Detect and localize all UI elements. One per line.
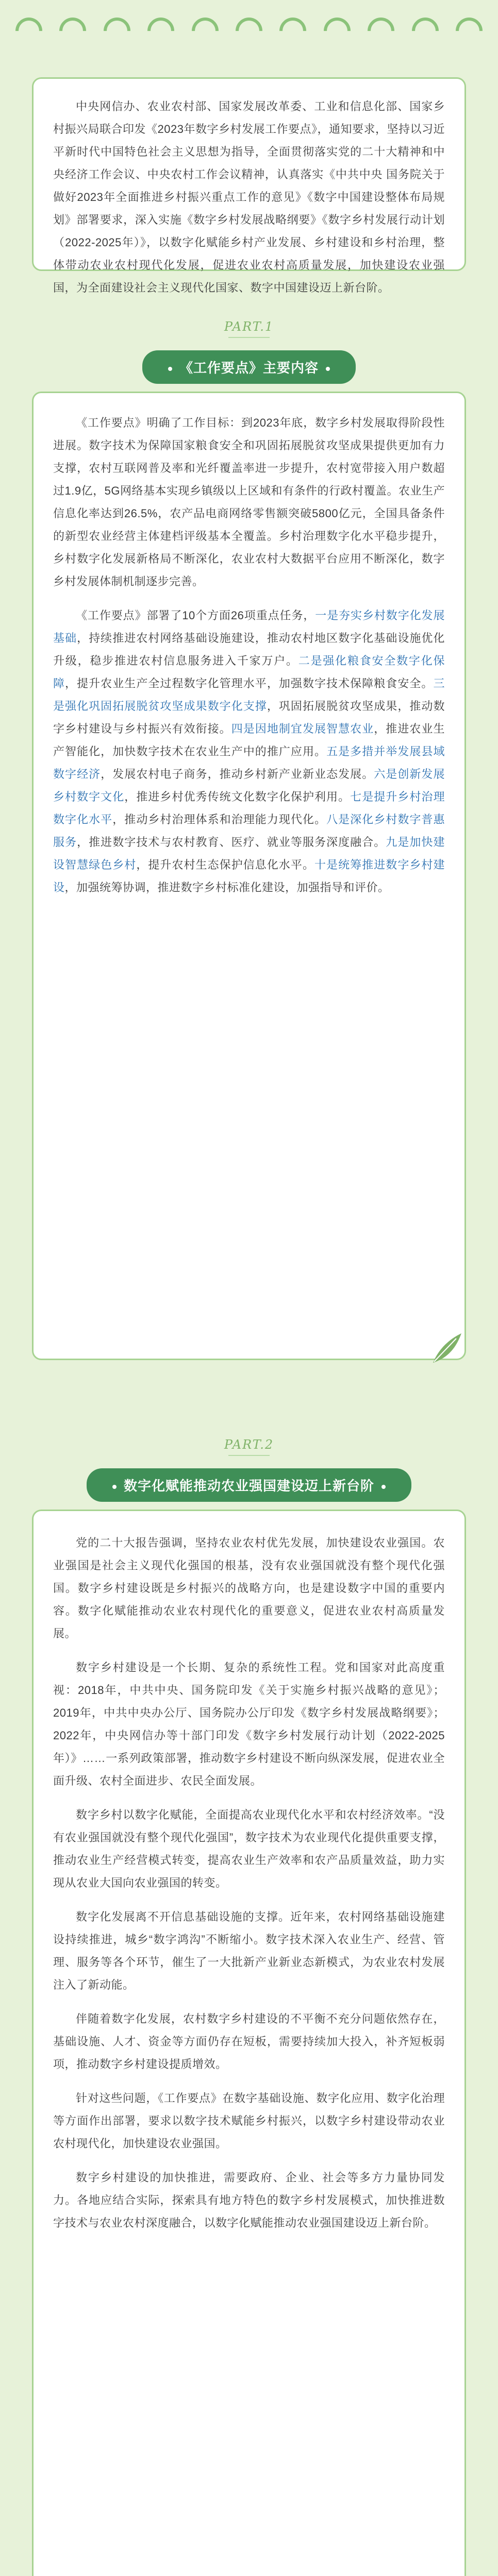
highlight-text: 六是创新发展乡村数字文化	[53, 768, 445, 803]
text-run: ，提升农村生态保护信息化水平。	[136, 858, 315, 871]
ring-icon	[98, 12, 136, 50]
text-run: ，推动乡村治理体系和治理能力现代化。	[112, 813, 327, 826]
highlight-text: 一是夯实乡村数字化发展基础	[53, 609, 445, 645]
divider	[228, 1455, 270, 1456]
section2-paragraph: 数字乡村以数字化赋能，全面提高农业现代化水平和农村经济效率。“没有农业强国就没有整个现代化强国”，数字技术为农业现代化提供重要支撑，推动农业生产经营模式转变，提高农业生产效率和农产品质量效益，助力实现从农业大国向农业强国的转变。	[53, 1808, 445, 1889]
text-run: ，推进农业生产智能化，加快数字技术在农业生产中的推广应用。	[53, 722, 445, 758]
section2-paragraph: 党的二十大报告强调，坚持农业农村优先发展，加快建设农业强国。农业强国是社会主义现代化强国的根基，没有农业强国就没有整个现代化强国。数字乡村建设既是乡村振兴的战略方向，也是建设数字中国的重要内容。数字化赋能推动农业农村现代化的重要意义，促进农业农村高质量发展。	[53, 1536, 445, 1640]
dot-icon	[112, 1485, 117, 1489]
ring-icon	[54, 12, 92, 50]
text-run: ，巩固拓展脱贫攻坚成果，推动数字乡村建设与乡村振兴有效衔接。	[53, 700, 445, 735]
ring-icon	[142, 12, 180, 50]
dot-icon	[168, 367, 172, 371]
ring-icon	[10, 12, 48, 50]
section-title-pill-2	[87, 1468, 411, 1502]
section1-paragraph	[53, 604, 445, 899]
section2-paragraph: 数字乡村建设的加快推进，需要政府、企业、社会等多方力量协同发力。各地应结合实际，探索具有地方特色的数字乡村发展模式，加快推进数字技术与农业农村深度融合，以数字化赋能推动农业强国建设迈上新台阶。	[53, 2171, 445, 2229]
ring-icon	[406, 12, 444, 50]
part-label-text: PART.1	[224, 319, 274, 334]
section-title-pill-1	[142, 350, 356, 384]
part-label-2	[0, 1437, 498, 1456]
highlight-text: 九是加快建设智慧绿色乡村	[53, 836, 445, 871]
ring-icon	[274, 12, 312, 50]
text-run: ，推进数字技术与农村教育、医疗、就业等服务深度融合。	[77, 836, 386, 849]
highlight-text: 八是深化乡村数字普惠服务	[53, 813, 445, 849]
spiral-binding	[15, 18, 483, 48]
highlight-text: 七是提升乡村治理数字化水平	[53, 790, 445, 826]
section-title: 《工作要点》主要内容	[179, 360, 319, 376]
part-label-1	[0, 319, 498, 338]
part-label-text: PART.2	[224, 1437, 274, 1452]
section2-paragraph: 伴随着数字化发展，农村数字乡村建设的不平衡不充分问题依然存在，基础设施、人才、资金等方面仍存在短板，需要持续加大投入，补齐短板弱项，推动数字乡村建设提质增效。	[53, 2012, 445, 2071]
ring-icon	[230, 12, 268, 50]
text-run: ，提升农业生产全过程数字化管理水平，加强数字技术保障粮食安全。	[65, 677, 434, 690]
text-run: ，发展农村电子商务，推动乡村新产业新业态发展。	[101, 768, 374, 781]
section2-card	[32, 1510, 466, 2576]
section2-paragraph: 数字乡村建设是一个长期、复杂的系统性工程。党和国家对此高度重视：2018年，中共中央、国务院印发《关于实施乡村振兴战略的意见》；2019年，中共中央办公厅、国务院办公厅印发《数字乡村发展战略纲要》；2022年，中央网信办等十部门印发《数字乡村发展行动计划（2022-2025年）》……一系列政策部署，推动数字乡村建设不断向纵深发展，促进农业全面升级、农村全面进步、农民全面发展。	[53, 1661, 445, 1787]
highlight-text: 二是强化粮食安全数字化保障	[53, 654, 445, 690]
ring-icon	[186, 12, 224, 50]
section1-paragraph: 《工作要点》明确了工作目标：到2023年底，数字乡村发展取得阶段性进展。数字技术为保障国家粮食安全和巩固拓展脱贫攻坚成果提供更加有力支撑，农村互联网普及率和光纤覆盖率进一步提升，农村宽带接入用户数超过1.9亿，5G网络基本实现乡镇级以上区域和有条件的行政村覆盖。农业生产信息化率达到26.5%，农产品电商网络零售额突破5800亿元，全国具备条件的新型农业经营主体建档评级基本全覆盖。乡村治理数字化水平稳步提升，乡村数字化发展新格局不断深化，农业农村大数据平台应用不断深化，数字乡村发展体制机制逐步完善。	[53, 416, 445, 588]
highlight-text: 四是因地制宜发展智慧农业	[231, 722, 374, 735]
intro-card	[32, 77, 466, 294]
text-run: ，加强统筹协调，推进数字乡村标准化建设，加强指导和评价。	[64, 881, 390, 894]
ring-icon	[318, 12, 356, 50]
leaf-icon	[428, 1329, 464, 1365]
highlight-text: 十是统筹推进数字乡村建设	[53, 858, 445, 894]
section1-card	[32, 392, 466, 1360]
divider	[228, 337, 270, 338]
dot-icon	[381, 1485, 386, 1489]
section-title: 数字化赋能推动农业强国建设迈上新台阶	[123, 1478, 375, 1494]
dot-icon	[326, 367, 330, 371]
ring-icon	[362, 12, 400, 50]
highlight-text: 三是强化巩固拓展脱贫攻坚成果数字化支撑	[53, 677, 445, 713]
text-run: ，持续推进农村网络基础设施建设，推动农村地区数字化基础设施优化升级，稳步推进农村信息服务进入千家万户。	[53, 632, 445, 667]
text-run: 《工作要点》部署了10个方面26项重点任务，	[76, 609, 316, 622]
intro-text: 中央网信办、农业农村部、国家发展改革委、工业和信息化部、国家乡村振兴局联合印发《2023年数字乡村发展工作要点》，通知要求，坚持以习近平新时代中国特色社会主义思想为指导，全面贯彻落实党的二十大精神和中央经济工作会议、中央农村工作会议精神，认真落实《中共中央 国务院关于做好2023年全面推进乡村振兴重点工作的意见》《数字中国建设整体布局规划》部署要求，深入实施《数字乡村发展战略纲要》《数字乡村发展行动计划（2022-2025年）》，以数字化赋能乡村产业发展、乡村建设和乡村治理，整体带动农业农村现代化发展，促进农业农村高质量发展，加快建设农业强国，为全面建设社会主义现代化国家、数字中国建设迈上新台阶。	[53, 100, 445, 294]
ring-icon	[450, 12, 488, 50]
highlight-text: 五是多措并举发展县域数字经济	[53, 745, 445, 781]
text-run: ，推进乡村优秀传统文化数字化保护利用。	[124, 790, 351, 803]
section2-paragraph: 针对这些问题，《工作要点》在数字基础设施、数字化应用、数字化治理等方面作出部署，要求以数字技术赋能乡村振兴，以数字乡村建设带动农业农村现代化，加快建设农业强国。	[53, 2092, 445, 2150]
section2-paragraph: 数字化发展离不开信息基础设施的支撑。近年来，农村网络基础设施建设持续推进，城乡“数字鸿沟”不断缩小。数字技术深入农业生产、经营、管理、服务等各个环节，催生了一大批新产业新业态新模式，为农业农村发展注入了新动能。	[53, 1910, 445, 1991]
